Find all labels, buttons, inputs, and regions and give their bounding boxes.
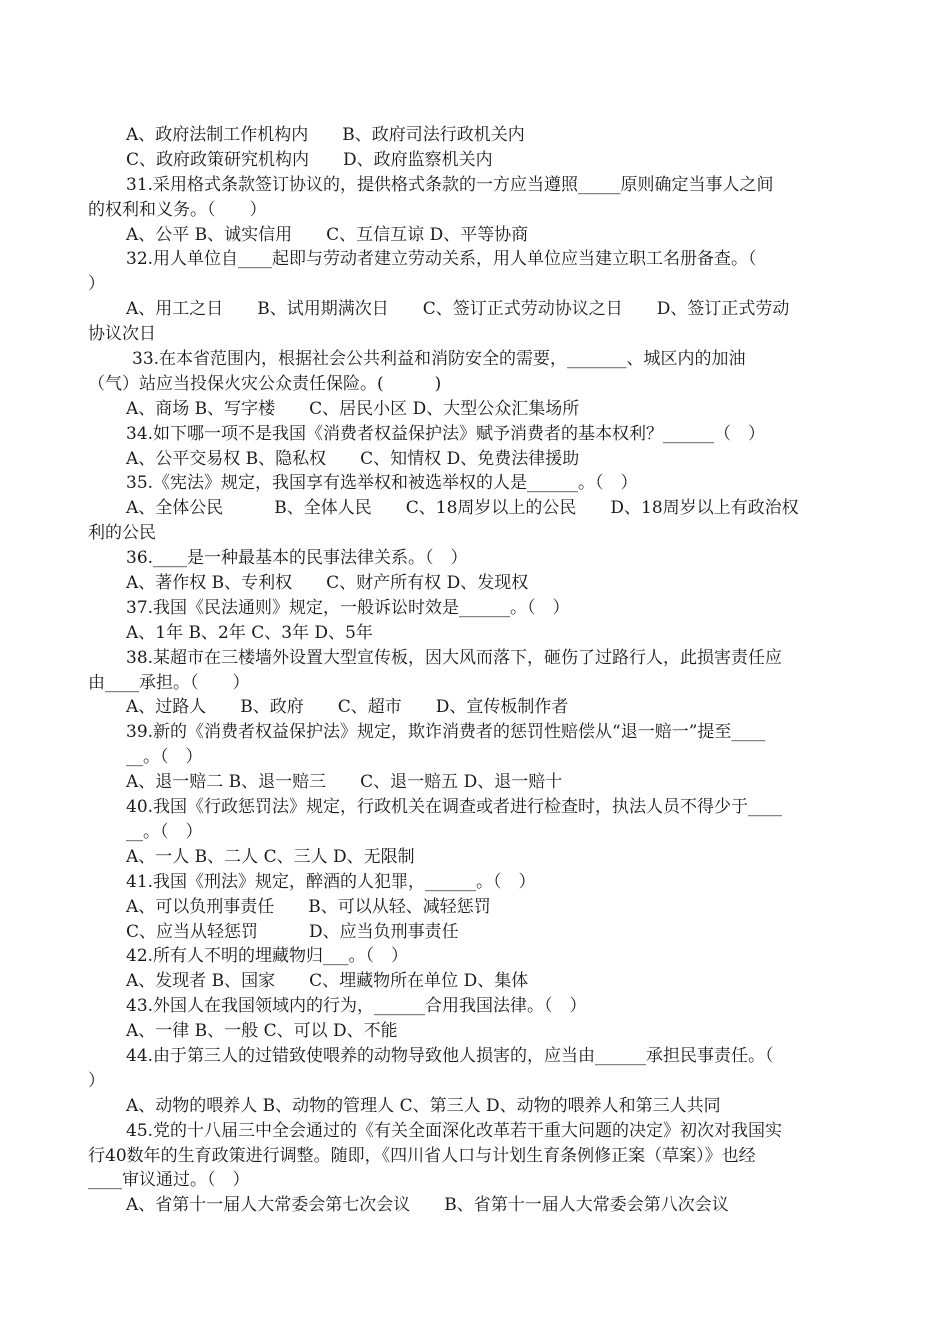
text-line: C、政府政策研究机构内 D、政府监察机关内: [126, 149, 493, 170]
text-line: 36.____是一种最基本的民事法律关系。（ ）: [126, 548, 468, 569]
text-line: 的权利和义务。（ ）: [88, 199, 267, 220]
text-line: ____审议通过。（ ）: [88, 1170, 250, 1191]
text-line: 利的公民: [88, 523, 156, 544]
text-line: __。（ ）: [126, 821, 203, 842]
text-line: C、应当从轻惩罚 D、应当负刑事责任: [126, 921, 459, 942]
text-line: （气）站应当投保火灾公众责任保险。( ): [88, 373, 442, 394]
text-line: 32.用人单位自____起即与劳动者建立劳动关系，用人单位应当建立职工名册备查。（: [126, 249, 757, 270]
text-line: A、发现者 B、国家 C、埋藏物所在单位 D、集体: [126, 971, 529, 992]
text-line: A、公平交易权 B、隐私权 C、知情权 D、免费法律援助: [126, 448, 580, 469]
text-line: 44.由于第三人的过错致使喂养的动物导致他人损害的，应当由______承担民事责任。（: [126, 1045, 774, 1066]
text-line: A、过路人 B、政府 C、超市 D、宣传板制作者: [126, 697, 569, 718]
text-line: 43.外国人在我国领域内的行为，______合用我国法律。（ ）: [126, 996, 587, 1017]
text-line: A、一律 B、一般 C、可以 D、不能: [126, 1021, 398, 1042]
text-line: 31.采用格式条款签订协议的，提供格式条款的一方应当遵照_____原则确定当事人之间: [126, 174, 774, 195]
text-line: 由____承担。（ ）: [88, 672, 250, 693]
text-line: A、可以负刑事责任 B、可以从轻、减轻惩罚: [126, 896, 491, 917]
text-line: A、一人 B、二人 C、三人 D、无限制: [126, 846, 415, 867]
text-line: 38.某超市在三楼墙外设置大型宣传板，因大风而落下，砸伤了过路行人，此损害责任应: [126, 647, 783, 668]
text-line: 34.如下哪一项不是我国《消费者权益保护法》赋予消费者的基本权利？______（ ）: [126, 423, 766, 444]
text-line: 42.所有人不明的埋藏物归___。（ ）: [126, 946, 409, 967]
text-line: 40.我国《行政惩罚法》规定，行政机关在调查或者进行检查时，执法人员不得少于____: [126, 797, 783, 818]
text-line: A、退一赔二 B、退一赔三 C、退一赔五 D、退一赔十: [126, 772, 563, 793]
exam-question-text: [88, 123, 863, 1218]
text-line: A、政府法制工作机构内 B、政府司法行政机关内: [126, 125, 525, 145]
text-line: A、省第十一届人大常委会第七次会议 B、省第十一届人大常委会第八次会议: [126, 1195, 729, 1216]
text-line: A、1年 B、2年 C、3年 D、5年: [126, 622, 373, 643]
text-line: 45.党的十八届三中全会通过的《有关全面深化改革若干重大问题的决定》初次对我国实: [126, 1120, 783, 1141]
text-line: A、全体公民 B、全体人民 C、18周岁以上的公民 D、18周岁以上有政治权: [126, 498, 799, 519]
text-line: 33.在本省范围内，根据社会公共利益和消防安全的需要，_______、城区内的加油: [132, 349, 746, 370]
text-line: A、商场 B、写字楼 C、居民小区 D、大型公众汇集场所: [126, 398, 580, 419]
text-line: ）: [88, 274, 105, 295]
text-line: ）: [88, 1070, 105, 1091]
text-line: __。（ ）: [126, 747, 203, 768]
text-line: A、著作权 B、专利权 C、财产所有权 D、发现权: [126, 573, 529, 594]
text-line: 35.《宪法》规定，我国享有选举权和被选举权的人是______。（ ）: [126, 473, 638, 494]
text-line: A、公平 B、诚实信用 C、互信互谅 D、平等协商: [126, 224, 529, 245]
text-line: A、用工之日 B、试用期满次日 C、签订正式劳动协议之日 D、签订正式劳动: [126, 299, 790, 320]
text-line: 39.新的《消费者权益保护法》规定，欺诈消费者的惩罚性赔偿从“退一赔一”提至____: [126, 722, 766, 743]
text-line: 41.我国《刑法》规定，醉酒的人犯罪，______。（ ）: [126, 871, 536, 892]
text-line: 37.我国《民法通则》规定，一般诉讼时效是______。（ ）: [126, 597, 570, 618]
text-line: 协议次日: [88, 324, 156, 345]
text-line: A、动物的喂养人 B、动物的管理人 C、第三人 D、动物的喂养人和第三人共同: [126, 1095, 721, 1116]
text-line: 行40数年的生育政策进行调整。随即，《四川省人口与计划生育条例修正案（草案）》也经: [88, 1145, 756, 1166]
